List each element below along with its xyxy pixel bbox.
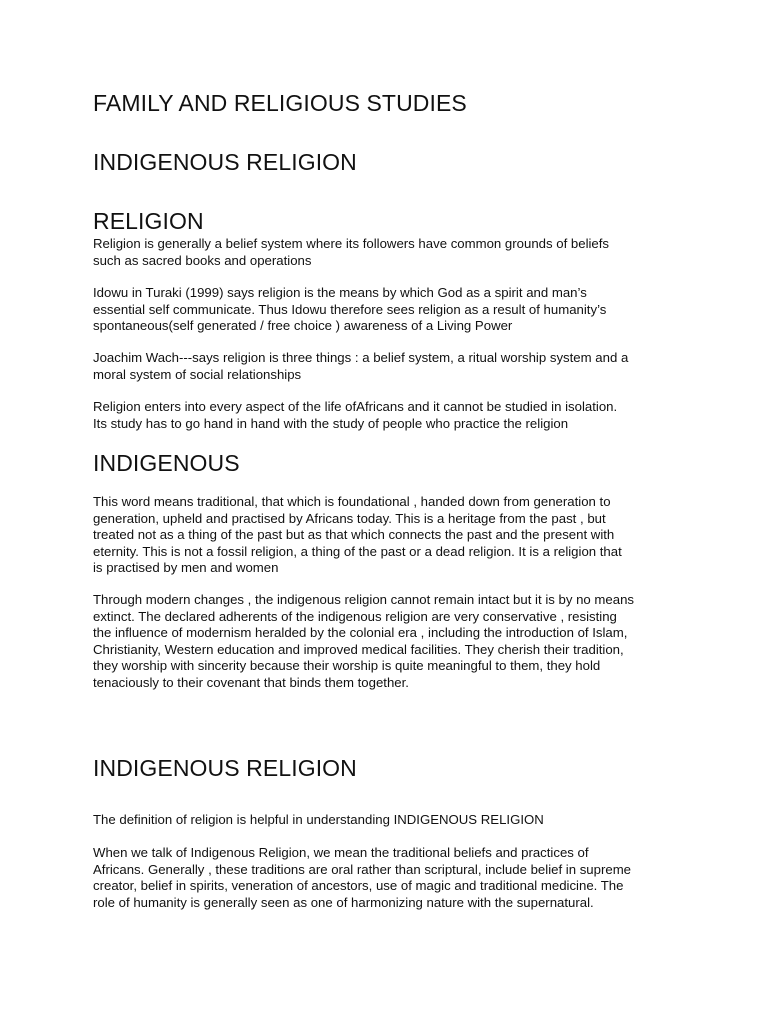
section-heading-indigenous: INDIGENOUS bbox=[93, 450, 240, 476]
paragraph: Joachim Wach---says religion is three things : a belief system, a ritual worship system and a moral system of social relationships bbox=[93, 350, 629, 382]
paragraph: When we talk of Indigenous Religion, we mean the traditional beliefs and practices of Africans. Generally , these traditions are oral rather than scriptural, include belief in supreme creator, belief in spirits, veneration of ancestors, use of magic and traditional medicine. The role of humanity is generally seen as one of harmonizing nature with the supernatural. bbox=[93, 845, 632, 910]
paragraph: Religion is generally a belief system where its followers have common grounds of beliefs such as sacred books and operations bbox=[93, 236, 610, 268]
paragraph: Through modern changes , the indigenous religion cannot remain intact but it is by no means extinct. The declared adherents of the indigenous religion are very conservative , resisting the influence of modernism heralded by the colonial era , including the introduction of Islam, Christianity, Western education and improved medical facilities. They cherish their tradition, they worship with sincerity because their worship is quite meaningful to them, they hold tenaciously to their covenant that binds them together. bbox=[93, 592, 635, 690]
section-heading-indigenous-religion: INDIGENOUS RELIGION bbox=[93, 755, 357, 781]
document-subtitle: INDIGENOUS RELIGION bbox=[93, 149, 357, 175]
document-title: FAMILY AND RELIGIOUS STUDIES bbox=[93, 90, 467, 116]
paragraph: Idowu in Turaki (1999) says religion is the means by which God as a spirit and man’s essential self communicate. Thus Idowu therefore sees religion as a result of humanity’s spontaneous(self generated / free choice ) awareness of a Living Power bbox=[93, 285, 607, 333]
section-heading-religion: RELIGION bbox=[93, 208, 204, 234]
paragraph: The definition of religion is helpful in understanding INDIGENOUS RELIGION bbox=[93, 812, 544, 827]
paragraph: This word means traditional, that which is foundational , handed down from generation to generation, upheld and practised by Africans today. This is a heritage from the past , but treated not as a thing of the past but as that which connects the past and the present with eternity. This is not a fossil religion, a thing of the past or a dead religion. It is a religion that is practised by men and women bbox=[93, 494, 622, 575]
paragraph: Religion enters into every aspect of the life ofAfricans and it cannot be studied in isolation. Its study has to go hand in hand with the study of people who practice the religion bbox=[93, 399, 618, 431]
